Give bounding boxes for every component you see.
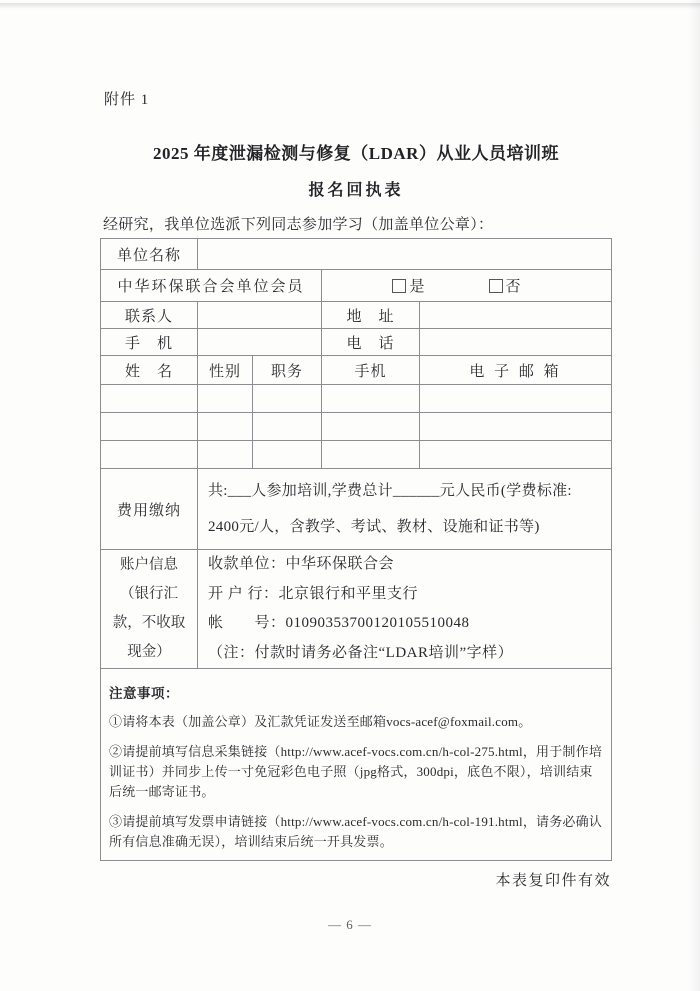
roster-cell[interactable] [253,385,322,413]
account-note-line: （注：付款时请务必备注“LDAR培训”字样） [208,644,514,661]
row-fee [101,469,612,550]
roster-cell[interactable] [253,441,322,469]
roster-header-mobile: 手机 [322,356,420,385]
account-payee-line: 收款单位：中华环保联合会 [208,556,395,572]
roster-header-gender: 性别 [198,356,253,385]
membership-choice-cell [322,270,612,302]
contact-label: 联系人 [101,302,198,329]
registration-table [100,238,612,861]
account-number-line: 帐 号：01090353700120105510048 [208,615,470,631]
row-account [101,550,612,669]
row-unit-name [101,239,612,270]
roster-cell[interactable] [253,413,322,441]
contact-field[interactable] [198,302,322,329]
mobile-label: 手 机 [101,329,198,356]
row-contact [101,302,612,329]
page-number: — 6 — [328,917,372,932]
roster-cell[interactable] [322,441,420,469]
member-no-option[interactable] [489,275,521,296]
row-membership [101,270,612,302]
roster-cell[interactable] [198,385,253,413]
roster-cell[interactable] [420,385,612,413]
unit-name-field[interactable] [198,239,612,270]
account-details-cell [198,550,612,669]
scan-artifact-right-edge [688,0,700,991]
roster-cell[interactable] [322,385,420,413]
account-label-line: （银行汇 [120,586,178,602]
membership-label: 中华环保联合会单位会员 [101,270,322,302]
fee-text-cell [198,469,612,550]
roster-cell[interactable] [198,413,253,441]
row-mobile [101,329,612,356]
fee-label: 费用缴纳 [101,469,198,550]
account-bank-line: 开 户 行：北京银行和平里支行 [208,585,419,602]
intro-text: 经研究，我单位选派下列同志参加学习（加盖单位公章）： [103,217,494,233]
form-subtitle: 报名回执表 [308,182,404,199]
phone-label: 电 话 [322,329,420,356]
roster-cell[interactable] [101,441,198,469]
phone-field[interactable] [420,329,612,356]
note-item-1: ①请将本表（加盖公章）及汇款凭证发送至邮箱vocs-acef@foxmail.com。 [109,714,532,729]
roster-cell[interactable] [101,413,198,441]
address-field[interactable] [420,302,612,329]
roster-row-2 [101,413,612,441]
fee-text-line1: 共:___人参加培训,学费总计______元人民币(学费标准: [208,483,572,499]
member-yes-option[interactable] [392,275,424,296]
roster-header-row [101,356,612,385]
roster-header-email: 电 子 邮 箱 [420,356,612,385]
member-no-label: 否 [505,279,521,295]
roster-cell[interactable] [420,441,612,469]
account-label-line: 账户信息 [120,557,178,573]
note-item-2: ②请提前填写信息采集链接（http://www.acef-vocs.com.cn/h-col-275.html，用于制作培训证书）并同步上传一寸免冠彩色电子照（jpg格式，300dpi，底色不限），培训结束后统一邮寄证书。 [109,744,603,799]
account-label-line: 现金） [127,644,171,660]
address-label: 地 址 [322,302,420,329]
member-yes-checkbox[interactable] [392,279,406,293]
notes-title: 注意事项： [109,686,179,701]
account-label-line: 款，不收取 [112,615,186,631]
note-item-3: ③请提前填写发票申请链接（http://www.acef-vocs.com.cn/h-col-191.html，请务必确认所有信息准确无误），培训结束后统一开具发票。 [109,814,603,849]
row-notes [101,669,612,861]
member-no-checkbox[interactable] [489,279,503,293]
roster-cell[interactable] [322,413,420,441]
member-yes-label: 是 [409,279,425,295]
fee-text-line2: 2400元/人，含教学、考试、教材、设施和证书等) [208,519,540,535]
roster-row-1 [101,385,612,413]
roster-header-position: 职务 [253,356,322,385]
roster-cell[interactable] [101,385,198,413]
mobile-field[interactable] [198,329,322,356]
roster-header-name: 姓 名 [101,356,198,385]
unit-name-label: 单位名称 [101,239,198,270]
roster-cell[interactable] [198,441,253,469]
attachment-label: 附件 1 [104,92,150,108]
account-label [101,550,198,669]
form-title: 2025 年度泄漏检测与修复（LDAR）从业人员培训班 [153,144,559,163]
roster-cell[interactable] [420,413,612,441]
copy-validity-note: 本表复印件有效 [495,873,611,889]
notes-cell [101,669,612,861]
roster-row-3 [101,441,612,469]
scan-artifact-top [0,3,700,9]
